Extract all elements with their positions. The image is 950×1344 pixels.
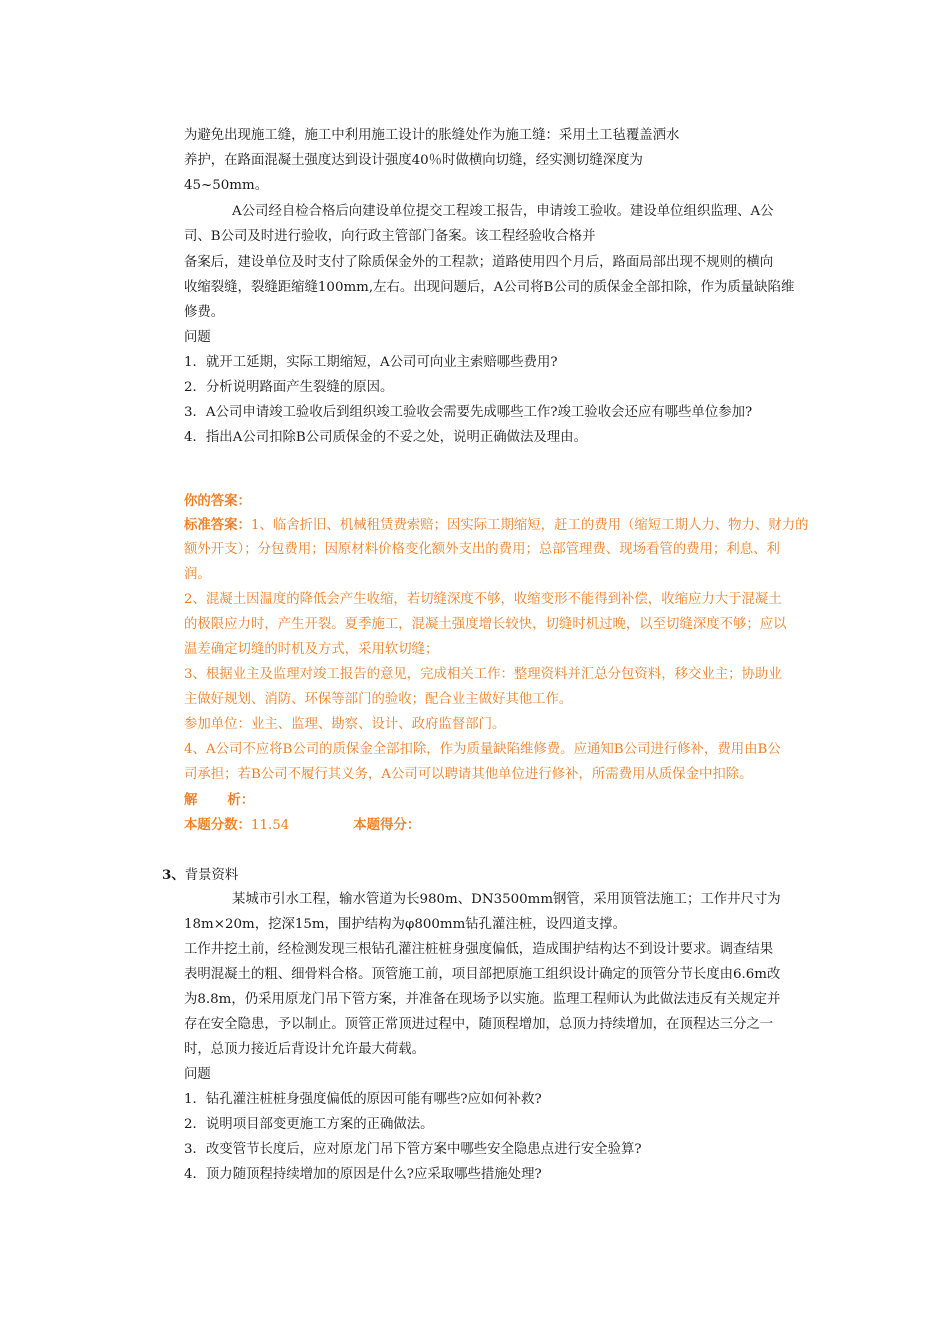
answer-line: 3、根据业主及监理对竣工报告的意见，完成相关工作：整理资料并汇总分包资料，移交业主；协助业	[184, 667, 782, 682]
paragraph-line: 收缩裂缝，裂缝距缩缝100mm,左右。出现问题后，A公司将B公司的质保金全部扣除，作为质量缺陷维	[184, 280, 795, 295]
answer-line: 2、混凝土因温度的降低会产生收缩，若切缝深度不够，收缩变形不能得到补偿，收缩应力大于混凝土	[184, 592, 782, 607]
body-line: 表明混凝土的粗、细骨料合格。顶管施工前，项目部把原施工组织设计确定的顶管分节长度由6.6m改	[184, 967, 781, 982]
answer-line: 参加单位：业主、监理、勘察、设计、政府监督部门。	[184, 717, 506, 732]
your-answer-label: 你的答案：	[184, 493, 251, 509]
paragraph-line: 修费。	[184, 305, 225, 320]
answer-line: 的极限应力时，产生开裂。夏季施工，混凝土强度增长较快，切缝时机过晚，以至切缝深度不够；应以	[184, 617, 787, 632]
section-title: 背景资料	[184, 868, 239, 883]
analysis-label: 解 析：	[184, 792, 255, 808]
got-score-label: 本题得分：	[353, 817, 421, 833]
answer-line: 润。	[184, 567, 211, 582]
background-line: 为避免出现施工缝，施工中利用施工设计的胀缝处作为施工缝：采用土工毡覆盖洒水	[184, 128, 680, 143]
question-item: 3．A公司申请竣工验收后到组织竣工验收会需要先成哪些工作?竣工验收会还应有哪些单位参加?	[184, 405, 753, 420]
background-line: 45~50mm。	[184, 178, 269, 193]
answer-line: 温差确定切缝的时机及方式，采用软切缝；	[184, 642, 439, 657]
paragraph-line: 备案后，建设单位及时支付了除质保金外的工程款；道路使用四个月后，路面局部出现不规则的横向	[184, 255, 774, 270]
body-line: 为8.8m，仍采用原龙门吊下管方案，并准备在现场予以实施。监理工程师认为此做法违反有关规定并	[184, 992, 781, 1007]
body-line: 工作井挖土前，经检测发现三根钻孔灌注桩桩身强度偏低，造成围护结构达不到设计要求。调查结果	[184, 942, 774, 957]
question-item: 1．就开工延期，实际工期缩短，A公司可向业主索赔哪些费用?	[184, 355, 558, 370]
question-heading: 问题	[184, 1067, 211, 1082]
answer-line: 额外开支）；分包费用；因原材料价格变化额外支出的费用；总部管理费、现场看管的费用；利息、利	[184, 542, 780, 557]
intro-line: 18m×20m，挖深15m，围护结构为φ800mm钻孔灌注桩，设四道支撑。	[184, 917, 626, 932]
question-item: 2．分析说明路面产生裂缝的原因。	[184, 380, 394, 395]
score-label: 本题分数：	[184, 817, 251, 833]
question-item: 2．说明项目部变更施工方案的正确做法。	[184, 1117, 434, 1132]
question-item: 4．顶力随顶程持续增加的原因是什么?应采取哪些措施处理?	[184, 1167, 542, 1182]
standard-answer-label: 标准答案：	[184, 517, 251, 533]
answer-line	[184, 516, 810, 535]
section-heading	[162, 866, 810, 885]
score-line	[184, 816, 810, 835]
paragraph-line: 司、B公司及时进行验收，向行政主管部门备案。该工程经验收合格并	[184, 229, 596, 244]
question-item: 4．指出A公司扣除B公司质保金的不妥之处，说明正确做法及理由。	[184, 430, 587, 445]
answer-line: 司承担；若B公司不履行其义务，A公司可以聘请其他单位进行修补，所需费用从质保金中扣除。	[184, 767, 753, 782]
background-line: 养护，在路面混凝土强度达到设计强度40％时做横向切缝，经实测切缝深度为	[184, 153, 643, 168]
question-heading: 问题	[184, 330, 211, 345]
question-item: 1．钻孔灌注桩桩身强度偏低的原因可能有哪些?应如何补救?	[184, 1092, 542, 1107]
section-number: 3、	[162, 867, 185, 883]
body-line: 存在安全隐患，予以制止。顶管正常顶进过程中，随顶程增加，总顶力持续增加，在顶程达三分之一	[184, 1017, 774, 1032]
answer-line: 4、A公司不应将B公司的质保金全部扣除，作为质量缺陷维修费。应通知B公司进行修补，费用由B公	[184, 742, 781, 757]
answer-text: 1、临舍折旧、机械租赁费索赔；因实际工期缩短，赶工的费用（缩短工期人力、物力、财力的	[250, 518, 809, 533]
score-value: 11.54	[250, 818, 290, 833]
question-item: 3．改变管节长度后，应对原龙门吊下管方案中哪些安全隐患点进行安全验算?	[184, 1142, 642, 1157]
intro-line: 某城市引水工程，输水管道为长980m、DN3500mm钢管，采用顶管法施工；工作井尺寸为	[232, 892, 781, 907]
body-line: 时，总顶力接近后背设计允许最大荷载。	[184, 1042, 426, 1057]
answer-line: 主做好规划、消防、环保等部门的验收；配合业主做好其他工作。	[184, 692, 573, 707]
paragraph-line: A公司经自检合格后向建设单位提交工程竣工报告，申请竣工验收。建设单位组织监理、A公	[232, 204, 774, 219]
